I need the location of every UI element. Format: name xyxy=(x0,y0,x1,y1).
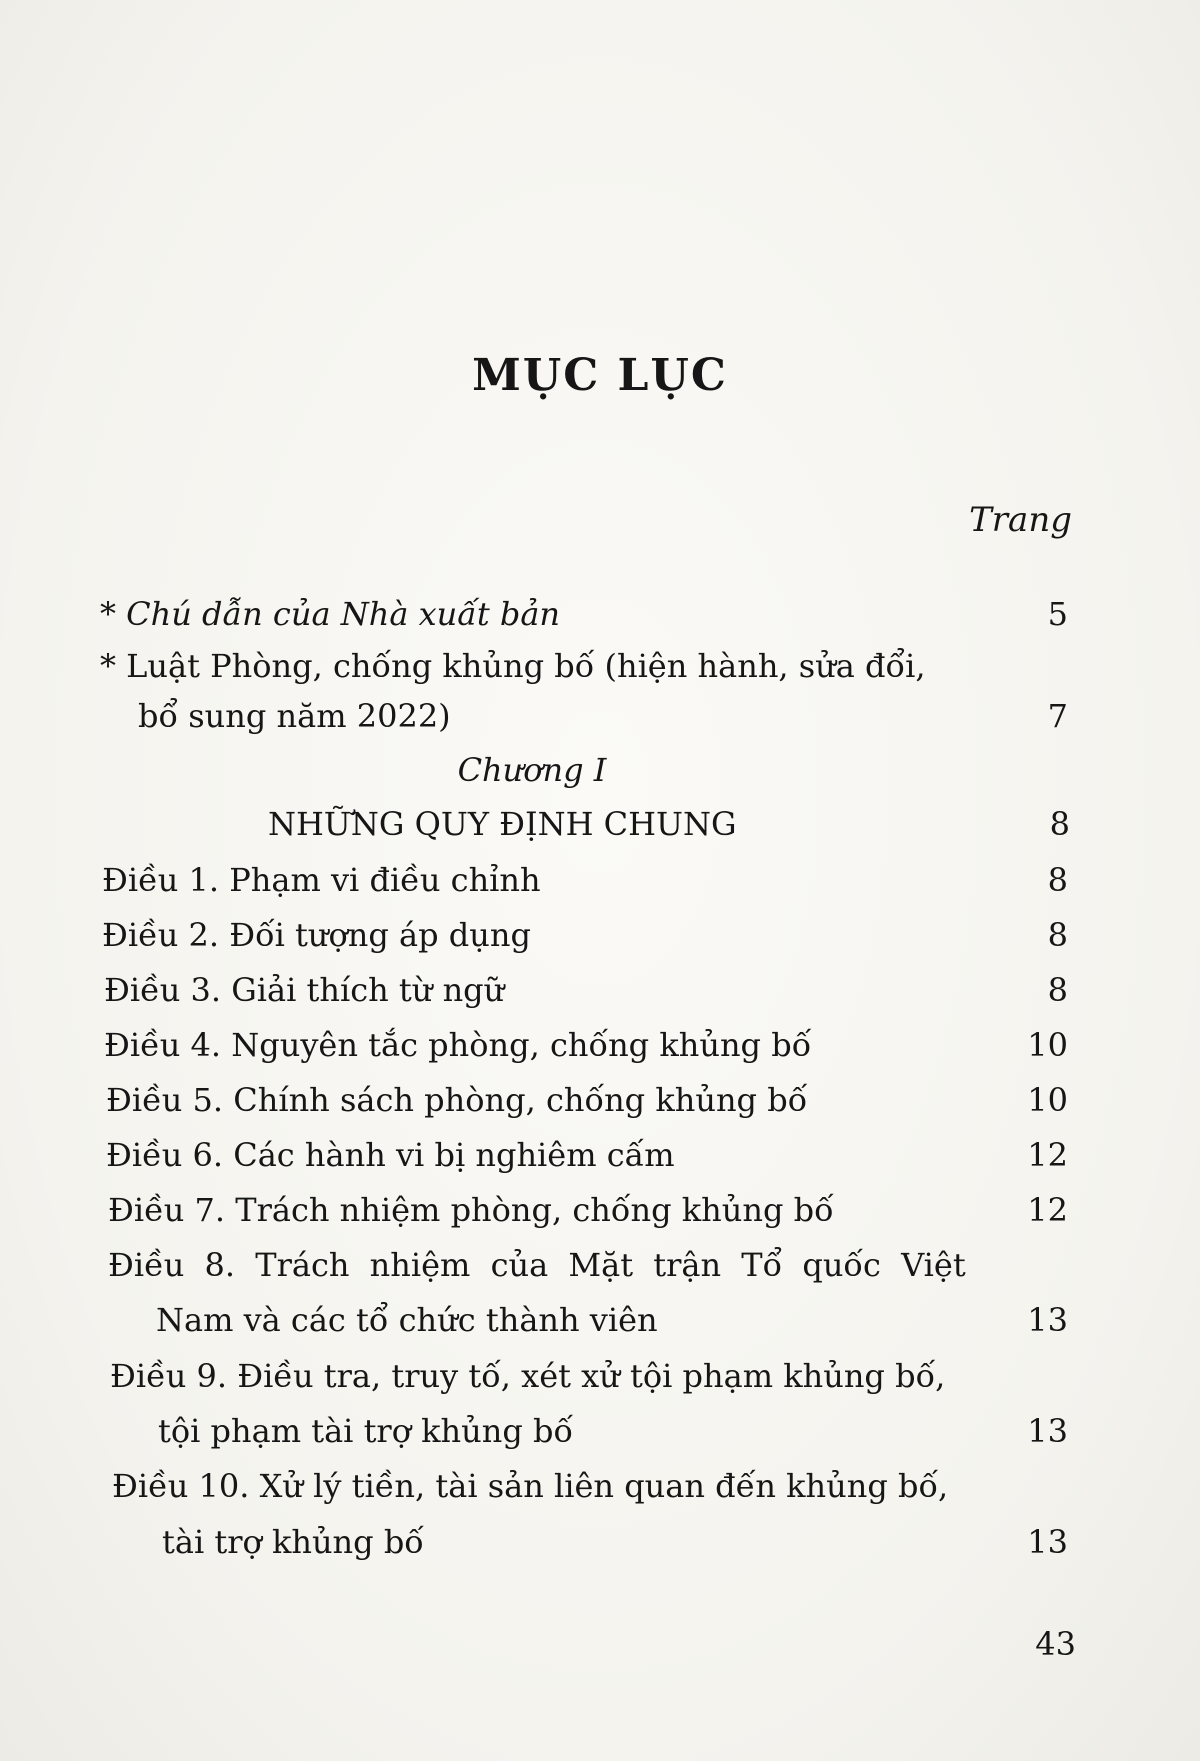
toc-entry-label-cont: bổ sung năm 2022) xyxy=(138,697,451,735)
toc-article-page: 13 xyxy=(1027,1523,1068,1561)
toc-article-label: Điều 9. Điều tra, truy tố, xét xử tội phạm khủng bố, xyxy=(110,1357,946,1395)
toc-article-label-cont: tội phạm tài trợ khủng bố xyxy=(158,1412,574,1450)
toc-article-label: Điều 4. Nguyên tắc phòng, chống khủng bố xyxy=(104,1026,812,1064)
toc-entry-text xyxy=(100,646,926,686)
toc-article-page: 12 xyxy=(1027,1191,1068,1229)
toc-article-page: 10 xyxy=(1027,1026,1068,1064)
toc-article-label: Điều 8. Trách nhiệm của Mặt trận Tổ quốc Việt xyxy=(108,1246,966,1284)
toc-article-page: 10 xyxy=(1027,1081,1068,1119)
toc-article-label: Điều 6. Các hành vi bị nghiêm cấm xyxy=(106,1136,675,1174)
toc-article-label: Điều 10. Xử lý tiền, tài sản liên quan đến khủng bố, xyxy=(112,1467,949,1505)
page-column-header: Trang xyxy=(969,500,1072,540)
toc-article-page: 8 xyxy=(1047,916,1068,954)
toc-article-label: Điều 7. Trách nhiệm phòng, chống khủng bố xyxy=(108,1191,834,1229)
page-title: MỤC LỤC xyxy=(472,350,728,401)
toc-article-label: Điều 5. Chính sách phòng, chống khủng bố xyxy=(106,1081,808,1119)
toc-entry-text xyxy=(100,594,560,634)
toc-entry-label: Luật Phòng, chống khủng bố (hiện hành, sửa đổi, xyxy=(126,647,926,685)
toc-article-page: 13 xyxy=(1027,1412,1068,1450)
toc-entry-label: Chú dẫn của Nhà xuất bản xyxy=(126,595,561,633)
toc-article-label: Điều 2. Đối tượng áp dụng xyxy=(102,916,531,954)
chapter-title: NHỮNG QUY ĐỊNH CHUNG xyxy=(268,805,737,843)
bullet: * xyxy=(100,647,127,685)
toc-article-label-cont: Nam và các tổ chức thành viên xyxy=(156,1301,658,1339)
toc-entry-page: 7 xyxy=(1047,697,1068,735)
toc-article-page: 8 xyxy=(1047,971,1068,1009)
chapter-label: Chương I xyxy=(457,751,607,789)
toc-entry-page: 8 xyxy=(1049,805,1070,843)
toc-article-label: Điều 1. Phạm vi điều chỉnh xyxy=(102,861,541,899)
bullet: * xyxy=(100,595,127,633)
toc-article-label: Điều 3. Giải thích từ ngữ xyxy=(104,971,505,1009)
toc-entry-page: 5 xyxy=(1047,595,1068,633)
toc-article-page: 12 xyxy=(1027,1136,1068,1174)
page-number: 43 xyxy=(1035,1625,1076,1663)
toc-article-page: 13 xyxy=(1027,1301,1068,1339)
toc-article-page: 8 xyxy=(1047,861,1068,899)
toc-article-label-cont: tài trợ khủng bố xyxy=(162,1523,424,1561)
